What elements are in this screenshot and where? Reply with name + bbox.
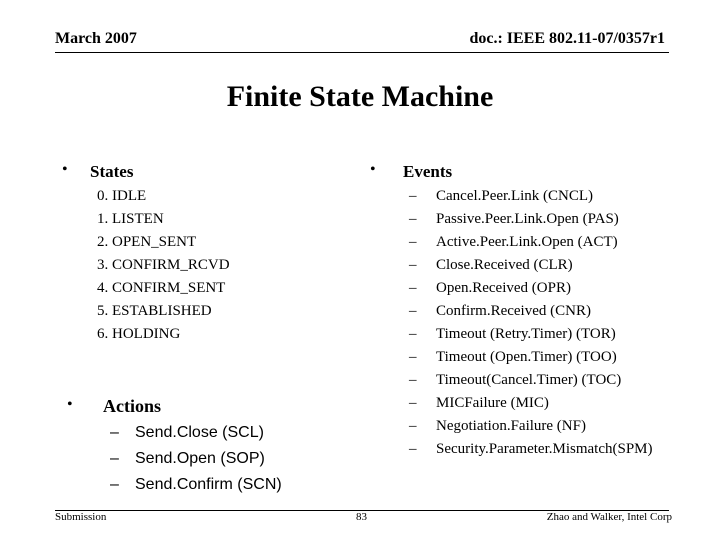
actions-heading: Actions — [103, 396, 161, 416]
dash-marker: – — [409, 211, 417, 227]
states-bullet: • — [62, 161, 68, 178]
event-item — [409, 208, 653, 231]
event-item — [409, 277, 653, 300]
event-label: Passive.Peer.Link.Open (PAS) — [436, 211, 619, 227]
event-label: Confirm.Received (CNR) — [436, 303, 591, 319]
dash-marker: – — [110, 450, 119, 467]
states-heading: States — [90, 162, 134, 181]
action-item — [110, 446, 282, 472]
state-item: 3. CONFIRM_RCVD — [97, 257, 230, 273]
event-item — [409, 254, 653, 277]
event-item — [409, 300, 653, 323]
state-item: 1. LISTEN — [97, 211, 164, 227]
dash-marker: – — [409, 349, 417, 365]
dash-marker: – — [409, 234, 417, 250]
action-item — [110, 420, 282, 446]
header-rule — [55, 52, 669, 53]
states-list — [97, 185, 230, 346]
event-label: Active.Peer.Link.Open (ACT) — [436, 234, 618, 250]
dash-marker: – — [409, 280, 417, 296]
dash-marker: – — [409, 188, 417, 204]
actions-list — [110, 420, 282, 498]
dash-marker: – — [110, 424, 119, 441]
event-item — [409, 231, 653, 254]
event-label: Negotiation.Failure (NF) — [436, 418, 586, 434]
state-item: 4. CONFIRM_SENT — [97, 280, 226, 296]
state-item: 0. IDLE — [97, 188, 147, 204]
event-label: Timeout (Open.Timer) (TOO) — [436, 349, 617, 365]
events-list — [409, 185, 653, 461]
actions-bullet: • — [67, 396, 73, 413]
footer-page-number: 83 — [356, 511, 367, 523]
action-item — [110, 472, 282, 498]
dash-marker: – — [409, 441, 417, 457]
slide-title: Finite State Machine — [226, 80, 494, 113]
event-label: Close.Received (CLR) — [436, 257, 573, 273]
event-label: MICFailure (MIC) — [436, 395, 549, 411]
event-item — [409, 346, 653, 369]
dash-marker: – — [409, 372, 417, 388]
event-item — [409, 369, 653, 392]
events-heading: Events — [403, 162, 453, 181]
footer-submission: Submission — [55, 511, 107, 523]
event-item — [409, 415, 653, 438]
action-label: Send.Close (SCL) — [135, 424, 264, 441]
footer-authors: Zhao and Walker, Intel Corp — [546, 511, 672, 523]
dash-marker: – — [110, 476, 119, 493]
state-item: 5. ESTABLISHED — [97, 303, 212, 319]
event-item — [409, 185, 653, 208]
dash-marker: – — [409, 303, 417, 319]
state-item: 6. HOLDING — [97, 326, 181, 342]
event-item — [409, 438, 653, 461]
event-label: Security.Parameter.Mismatch(SPM) — [436, 441, 653, 457]
dash-marker: – — [409, 418, 417, 434]
dash-marker: – — [409, 326, 417, 342]
dash-marker: – — [409, 257, 417, 273]
state-item: 2. OPEN_SENT — [97, 234, 197, 250]
event-label: Timeout(Cancel.Timer) (TOC) — [436, 372, 622, 388]
event-label: Timeout (Retry.Timer) (TOR) — [436, 326, 616, 342]
header-date: March 2007 — [55, 30, 137, 47]
header-doc-id: doc.: IEEE 802.11-07/0357r1 — [469, 30, 665, 47]
action-label: Send.Open (SOP) — [135, 450, 265, 467]
event-label: Cancel.Peer.Link (CNCL) — [436, 188, 594, 204]
events-bullet: • — [370, 161, 376, 178]
event-item — [409, 392, 653, 415]
action-label: Send.Confirm (SCN) — [135, 476, 282, 493]
event-item — [409, 323, 653, 346]
dash-marker: – — [409, 395, 417, 411]
event-label: Open.Received (OPR) — [436, 280, 571, 296]
